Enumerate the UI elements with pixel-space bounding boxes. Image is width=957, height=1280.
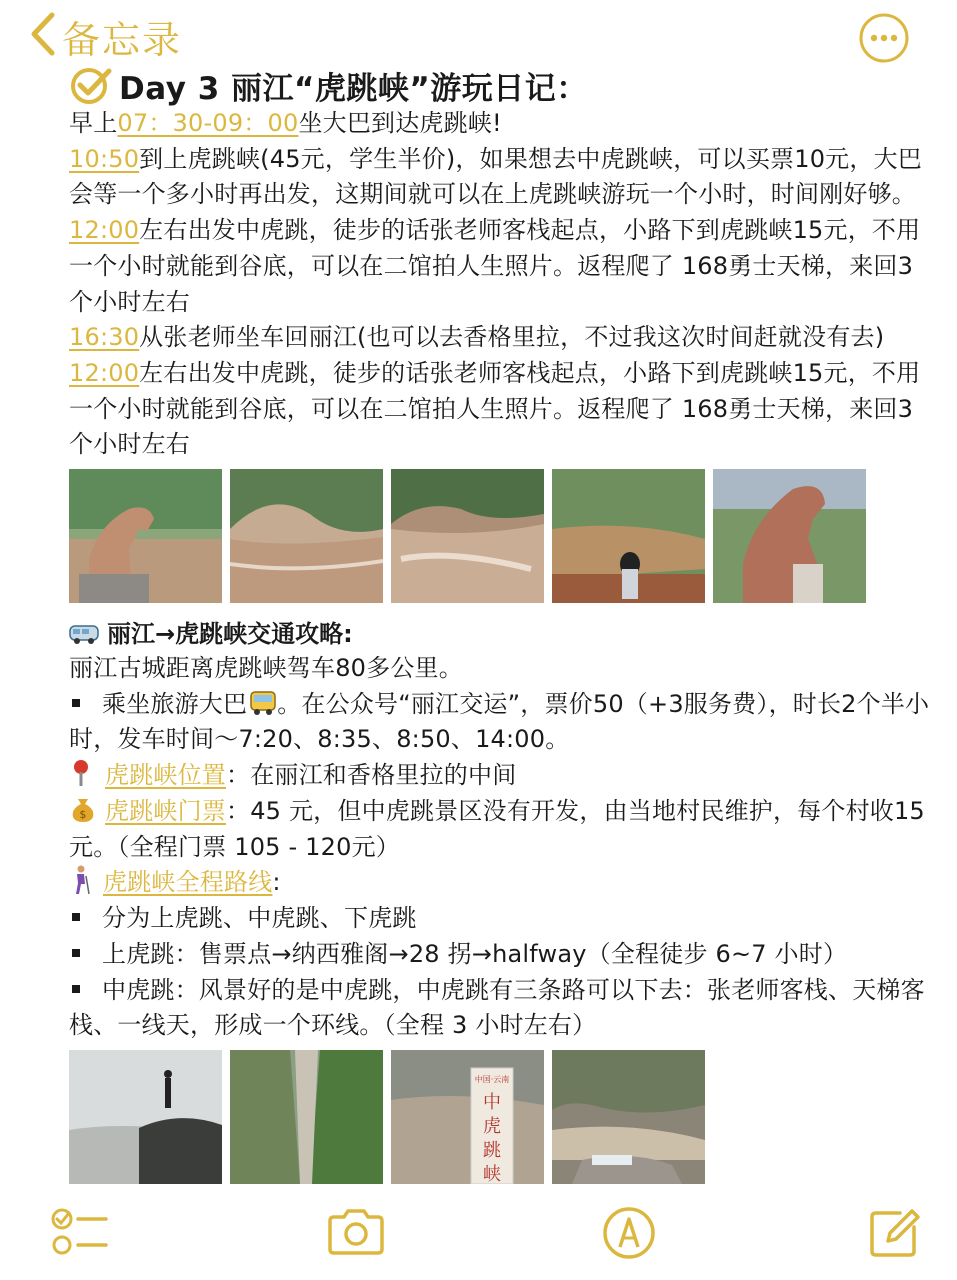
ticket-link[interactable]: 虎跳峡门票 (105, 796, 226, 825)
line-text: 左右出发中虎跳，徒步的话张老师客栈起点，小路下到虎跳峡15元，不用一个小时就能到谷底，可以在二馆拍人生照片。返程爬了 168勇士天梯，来回3个小时左右 (69, 358, 921, 459)
photo-person-on-rock[interactable] (69, 1050, 222, 1184)
line-prefix: 早上 (69, 109, 118, 137)
photo-narrow-canyon[interactable] (230, 1050, 383, 1184)
route-heading (69, 865, 934, 901)
time-link[interactable]: 16:30 (69, 323, 140, 352)
hiker-icon (69, 865, 91, 895)
bus-pre-text: 乘坐旅游大巴 (102, 689, 248, 718)
sign-char: 中 (483, 1092, 501, 1114)
time-link[interactable]: 07：30-09：00 (117, 109, 299, 137)
diary-line (69, 213, 934, 320)
bus-icon (249, 690, 277, 716)
line-text: 左右出发中虎跳，徒步的话张老师客栈起点，小路下到虎跳峡15元，不用一个小时就能到谷底，可以在二馆拍人生照片。返程爬了 168勇士天梯，来回3个小时左右 (69, 216, 921, 316)
location-text: ：在丽江和香格里拉的中间 (226, 761, 517, 790)
svg-text:$: $ (79, 807, 87, 821)
ticket-info (69, 794, 934, 865)
diary-line (69, 356, 934, 463)
route-item (69, 937, 934, 973)
diary-line (69, 320, 934, 356)
route-colon: : (272, 868, 281, 897)
photo-river-rocks[interactable] (552, 1050, 705, 1184)
pen-icon (600, 1205, 660, 1261)
time-link[interactable]: 10:50 (69, 144, 140, 173)
ellipsis-icon (858, 12, 910, 64)
sign-caption: 中国·云南 (474, 1075, 510, 1085)
bus-info (69, 687, 934, 758)
line-text: 从张老师坐车回丽江(也可以去香格里拉，不过我这次时间赶就没有去) (139, 323, 885, 352)
time-link[interactable]: 12:00 (69, 358, 140, 387)
bullet-icon (72, 699, 80, 707)
photo-row-1 (69, 469, 934, 603)
route-item (69, 973, 934, 1044)
bullet-icon (72, 913, 80, 921)
diary-line (69, 106, 934, 142)
location-info (69, 758, 934, 794)
photo-tiger-statue[interactable] (69, 469, 222, 603)
photo-middle-tiger-leap-sign[interactable] (391, 1050, 544, 1184)
bus-post-text: 。在公众号“丽江交运”，票价50（+3服务费），时长2个半小时，发车时间～7:20、8:35、8:50、14:00。 (69, 689, 930, 754)
line-text: 坐大巴到达虎跳峡! (298, 109, 502, 137)
note-title-row (69, 64, 934, 106)
route-item-text: 中虎跳：风景好的是中虎跳，中虎跳有三条路可以下去：张老师客栈、天梯客栈、一线天，形成一个环线。（全程 3 小时左右） (69, 975, 925, 1040)
route-link[interactable]: 虎跳峡全程路线 (103, 868, 273, 897)
line-text: 到上虎跳峡(45元，学生半价)，如果想去中虎跳峡，可以买票10元，大巴会等一个多小时再出发，这期间就可以在上虎跳峡游玩一个小时，时间刚好够。 (69, 144, 922, 209)
route-item (69, 901, 934, 937)
transport-intro: 丽江古城距离虎跳峡驾车80多公里。 (69, 654, 463, 683)
more-options-button[interactable] (858, 12, 910, 64)
photo-gorge-river[interactable] (230, 469, 383, 603)
camera-icon (326, 1205, 386, 1261)
sign-char: 跳 (483, 1140, 501, 1162)
markup-button[interactable] (600, 1205, 660, 1261)
photo-rapids[interactable] (391, 469, 544, 603)
photo-row-2 (69, 1050, 934, 1184)
photo-tiger-statue-2[interactable] (713, 469, 866, 603)
note-body[interactable] (69, 64, 934, 1198)
check-circle-icon (69, 65, 113, 105)
camera-button[interactable] (326, 1205, 386, 1261)
compose-button[interactable] (866, 1205, 926, 1261)
transport-heading (69, 617, 934, 651)
checklist-button[interactable] (50, 1205, 110, 1261)
diary-line (69, 142, 934, 213)
chevron-left-icon (28, 11, 56, 61)
back-label: 备忘录 (62, 17, 183, 62)
photo-visitor-gorge[interactable] (552, 469, 705, 603)
back-button[interactable] (28, 10, 182, 62)
bullet-icon (72, 949, 80, 957)
sign-char: 虎 (483, 1116, 501, 1138)
note-title: Day 3 丽江“虎跳峡”游玩日记： (119, 70, 588, 107)
compose-icon (866, 1205, 926, 1261)
pin-icon (69, 759, 93, 787)
minibus-icon (69, 623, 99, 645)
transport-heading-text: 丽江→虎跳峡交通攻略: (107, 620, 353, 649)
sign-char: 峡 (483, 1164, 501, 1185)
route-item-text: 分为上虎跳、中虎跳、下虎跳 (102, 904, 417, 933)
time-link[interactable]: 12:00 (69, 216, 140, 245)
location-link[interactable]: 虎跳峡位置 (105, 761, 226, 790)
bullet-icon (72, 985, 80, 993)
ticket-text: ：45 元，但中虎跳景区没有开发，由当地村民维护，每个村收15元。（全程门票 105 - 120元） (69, 796, 925, 861)
route-item-text: 上虎跳：售票点→纳西雅阁→28 拐→halfway（全程徒步 6~7 小时） (102, 939, 848, 968)
money-bag-icon (69, 795, 97, 823)
checklist-icon (50, 1205, 110, 1261)
